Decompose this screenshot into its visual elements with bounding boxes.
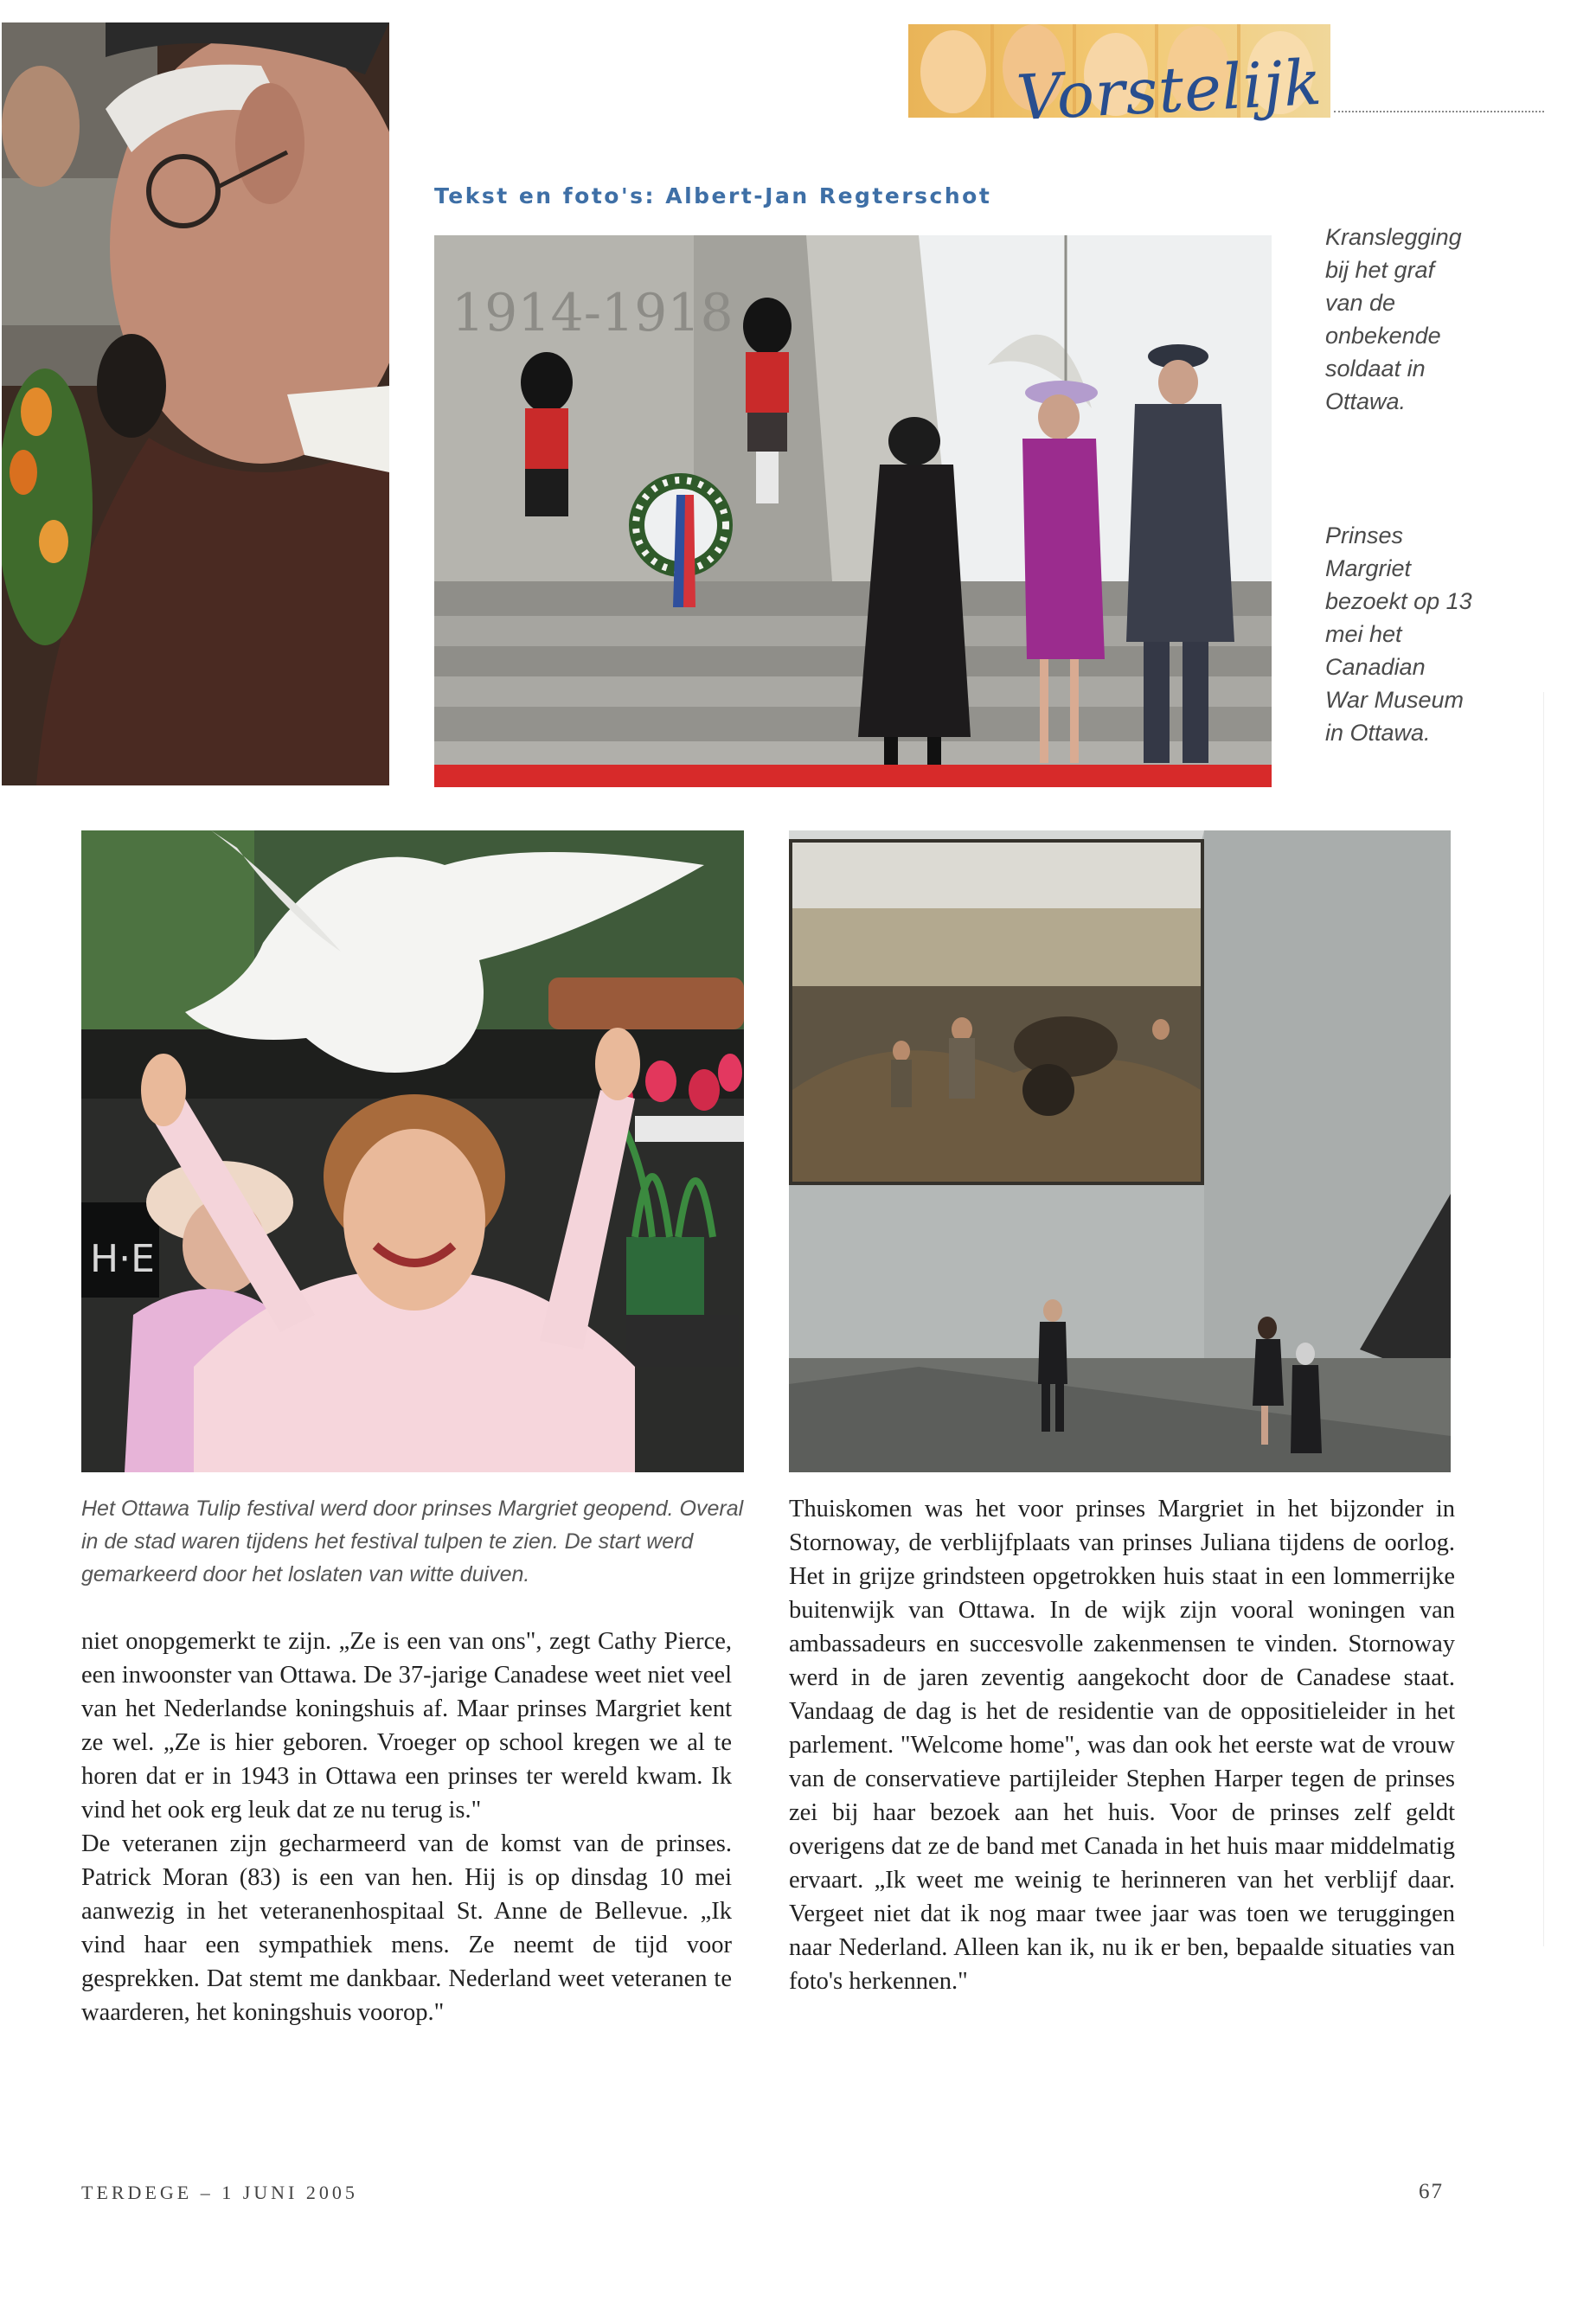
section-title: Vorstelijk [1015,45,1324,135]
wreath-ceremony-photo [434,235,1272,787]
photo-credit: Tekst en foto's: Albert-Jan Regterschot [434,183,992,208]
tulip-festival-photo [81,830,744,1472]
margin-line [1543,692,1544,1946]
left-paragraph-1: niet onopgemerkt te zijn. „Ze is een van ons", zegt Cathy Pierce, een inwoonster van Ottawa. De 37-jarige Canadese weet niet veel van het Nederlandse koningshuis af. Maar prinses Margriet kent ze wel. „Ze is hier geboren. Vroeger op school kregen we al te horen dat er in 1943 in Ottawa een prinses ter wereld kwam. Ik vind het ook erg leuk dat ze nu terug is." [81,1628,732,1823]
museum-caption: Prinses Margriet bezoekt op 13 mei het Canadian War Museum in Ottawa. [1325,522,1472,746]
footer-publication: TERDEGE – 1 JUNI 2005 [81,2182,358,2203]
header-dotted-rule [1334,111,1544,112]
tulip-festival-caption: Het Ottawa Tulip festival werd door prinses Margriet geopend. Overal in de stad waren tijdens het festival tulpen te zien. De start werd gemarkeerd door het loslaten van witte duiven. [81,1497,744,1586]
memorial-inscription: 1914-1918 [452,283,734,343]
right-paragraph-1: Thuiskomen was het voor prinses Margriet in het bijzonder in Stornoway, de verblijfplaats van prinses Juliana tijdens de oorlog. Het in grijze grindsteen opgetrokken huis staat in een lommerrijke buitenwijk van Ottawa. In de wijk zijn vooral woningen van ambassadeurs en succesvolle zakenmensen te vinden. Stornoway werd in de jaren zeventig aangekocht door de Canadese staat. Vandaag de dag is het de residentie van de oppositieleider in het parlement. "Welcome home", was dan ook het eerste wat de vrouw van de conservatieve partijleider Stephen Harper tegen de prinses zei bij haar bezoek aan het huis. Voor de prinses zelf geldt overigens dat ze de band met Canada in het huis maar middelmatig ervaart. „Ik weet me weinig te herinneren van het verblijf daar. Vergeet niet dat ik nog maar twee jaar was toen we teruggingen naar Nederland. Alleen kan ik, nu ik er ben, bepaalde situaties van foto's herkennen." [789,1496,1455,1995]
wreath-caption: Kranslegging bij het graf van de onbekende soldaat in Ottawa. [1325,224,1462,414]
veteran-closeup-photo [2,22,389,785]
war-museum-photo [789,830,1451,1472]
page-number: 67 [1419,2180,1444,2203]
article-left-column [81,1625,732,2029]
sign-letters: H·E [90,1237,155,1281]
article-right-column [789,1492,1455,1998]
left-paragraph-2: De veteranen zijn gecharmeerd van de komst van de prinses. Patrick Moran (83) is een van hen. Hij is op dinsdag 10 mei aanwezig in het veteranenhospitaal St. Anne de Bellevue. „Ik vind haar een sympathiek mens. Ze neemt de tijd voor gesprekken. Dat stemt me dankbaar. Nederland weet veteranen te waarderen, het koningshuis voorop." [81,1830,732,2026]
